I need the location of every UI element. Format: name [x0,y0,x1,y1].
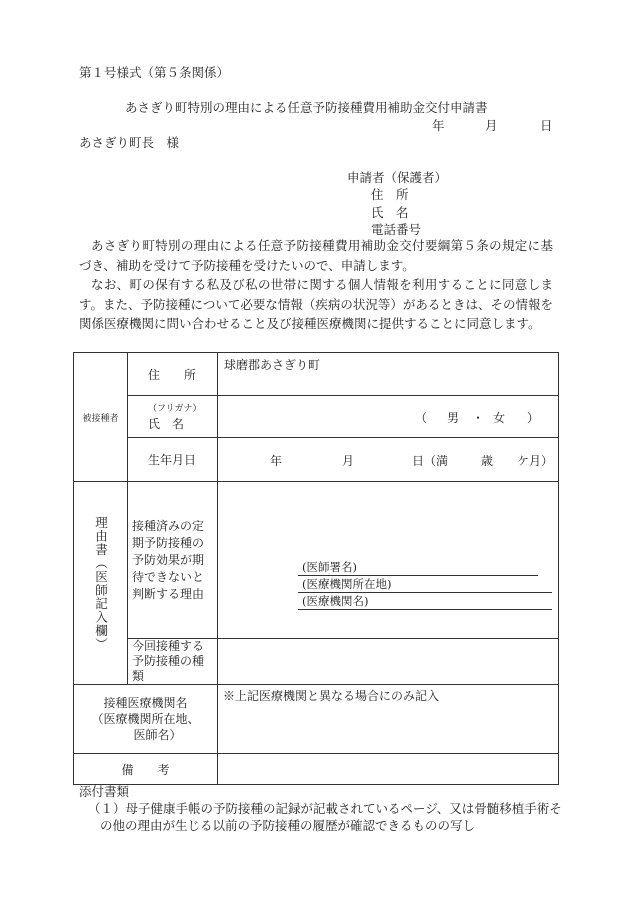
address-value-cell[interactable] [218,353,559,396]
name-value-cell[interactable] [218,396,559,438]
remarks-value-cell[interactable] [218,754,559,785]
form-number: 第１号様式（第５条関係） [79,65,230,80]
applicant-phone-label: 電話番号 [371,222,422,237]
sex-female[interactable]: 女 [493,411,506,425]
inoculation-org-sub2: 医師名） [133,728,182,742]
date-year: 年 [432,118,445,133]
birth-label: 生年月日 [148,453,197,467]
patient-section-label [74,353,128,482]
inoculation-org-label-cell [74,685,218,754]
birth-day-age: 日（満 [412,454,449,468]
inoculation-org-sub1: （医療機関所在地、 [91,712,200,726]
inoculation-org-label: 接種医療機関名 [103,696,188,710]
applicant-address-label: 住 所 [371,187,409,202]
birth-value-cell[interactable] [218,438,559,482]
birth-age-months: ケ月） [517,454,554,468]
consent-paragraph-2: なお、町の保有する私及び私の世帯に関する個人情報を利用することに同意します。また、予防接種について必要な情報（疾病の状況等）があるときは、その情報を関係医療機関に問い合わせること及び接種医療機関に提供することに同意します。 [79,277,553,331]
reason-text: 接種済みの定期予防接種の予防効果が期待できないと判断する理由 [132,518,205,601]
date-day: 日 [540,118,553,133]
vaccine-type-label-cell [128,639,218,685]
address-label: 住 所 [148,367,197,382]
attachments-heading: 添付書類 [79,784,130,799]
reason-section-label [74,482,128,685]
address-label-cell [128,353,218,396]
birth-label-cell [128,438,218,482]
reason-label: 理由書（医師記入欄） [93,515,109,651]
sex-male[interactable]: 男 [447,411,460,425]
birth-month: 月 [342,454,355,468]
vaccine-type-value-cell[interactable] [218,639,559,685]
address-value: 球磨郡あさぎり町 [224,358,321,372]
inoculation-org-note: ※上記医療機関と異なる場合にのみ記入 [223,689,440,703]
sex-close-paren: ） [527,411,540,425]
application-table [73,352,559,785]
consent-paragraph-1: あさぎり町特別の理由による任意予防接種費用補助金交付要綱第５条の規定に基づき、補助を受けて予防接種を受けたいので、申請します。 [79,238,553,273]
attachment-item-1-line-2: の他の理由が生じる以前の予防接種の履歴が確認できるものの写し [100,818,476,833]
patient-label: 被接種者 [82,414,119,424]
clinic-name-label: (医療機関名) [302,594,369,608]
doctor-signature-cell[interactable] [218,482,559,639]
vaccine-type-label: 今回接種する予防接種の種類 [132,639,205,683]
birth-year: 年 [270,454,283,468]
form-title: あさぎり町特別の理由による任意予防接種費用補助金交付申請書 [125,100,488,115]
attachment-item-1-line-1: （１）母子健康手帳の予防接種の記録が記載されているページ、又は骨髄移植手術そ [88,801,562,816]
doctor-sign-label: (医師署名) [302,560,357,574]
applicant-name-label: 氏 名 [371,205,409,220]
applicant-label: 申請者（保護者） [347,170,448,185]
remarks-label: 備 考 [121,762,170,777]
birth-age-years: 歳 [481,454,494,468]
clinic-name-line [298,609,552,610]
inoculation-org-value-cell[interactable] [218,685,559,754]
date-month: 月 [485,118,498,133]
sex-separator: ・ [472,411,485,425]
clinic-address-label: (医療機関所在地) [302,577,392,591]
addressee: あさぎり町長 様 [79,135,180,150]
name-label-cell [128,396,218,438]
remarks-label-cell [74,754,218,785]
furigana-label: （フリガナ） [148,403,202,414]
reason-text-cell [128,482,218,639]
sex-open-paren: （ [415,411,428,425]
name-label: 氏 名 [148,416,185,431]
